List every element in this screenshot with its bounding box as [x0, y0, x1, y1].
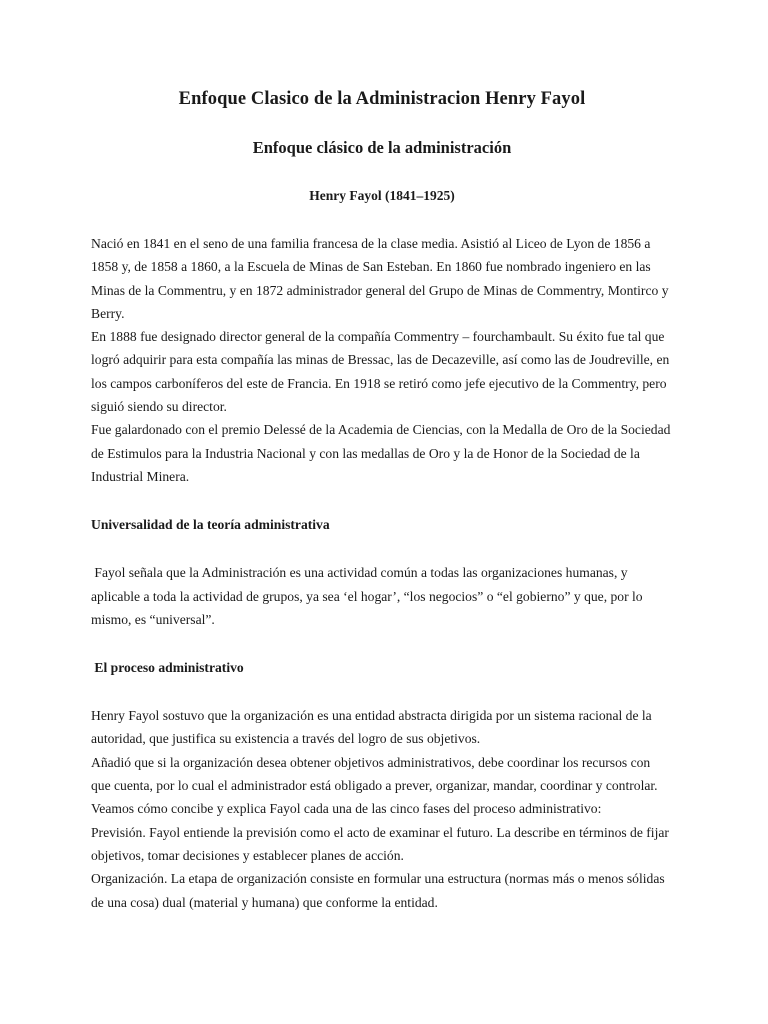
section-paragraph-proceso-2: Añadió que si la organización desea obtener objetivos administrativos, debe coordinar los recursos con que cuenta, por lo cual el administrador está obligado a prever, organizar, mandar, coordinar y controlar. Veamos cómo concibe y explica Fayol cada una de las cinco fases del proceso administrativo:: [91, 754, 658, 817]
intro-paragraph-1: Nació en 1841 en el seno de una familia francesa de la clase media. Asistió al Liceo de Lyon de 1856 a 1858 y, de 1858 a 1860, a la Escuela de Minas de San Esteban. En 1860 fue nombrado ingeniero en las Minas de la Commentru, y en 1872 administrador general del Grupo de Minas de Commentry, Montirco y Berry.: [91, 236, 669, 321]
section-paragraph-proceso-1: Henry Fayol sostuvo que la organización es una entidad abstracta dirigida por un sistema racional de la autoridad, que justifica su existencia a través del logro de sus objetivos.: [91, 708, 652, 747]
spacer: [91, 678, 673, 704]
section-paragraph-organizacion: Organización. La etapa de organización consiste en formular una estructura (normas más o menos sólidas de una cosa) dual (material y humana) que conforme la entidad.: [91, 871, 665, 910]
spacer: [91, 631, 673, 658]
document-subtitle: Enfoque clásico de la administración: [252, 138, 512, 157]
section-heading-proceso: El proceso administrativo: [91, 660, 244, 676]
intro-paragraph-3: Fue galardonado con el premio Delessé de la Academia de Ciencias, con la Medalla de Oro de la Sociedad de Estimulos para la Industria Nacional y con las medallas de Oro y la de Honor de la Sociedad de la Industrial Minera.: [91, 422, 671, 484]
intro-paragraph-2: En 1888 fue designado director general de la compañía Commentry – fourchambault. Su éxito fue tal que logró adquirir para esta compañía las minas de Bressac, las de Decazeville, así como las de Joudreville, en los campos carboníferos del este de Francia. En 1918 se retiró como jefe ejecutivo de la Commentry, pero siguió siendo su director.: [91, 329, 670, 415]
spacer: [91, 535, 673, 561]
section-paragraph-prevision: Previsión. Fayol entiende la previsión como el acto de examinar el futuro. La describe en términos de fijar objetivos, tomar decisiones y establecer planes de acción.: [91, 824, 669, 863]
document-content: [91, 86, 673, 914]
spacer: [91, 488, 673, 515]
section-heading-universalidad: Universalidad de la teoría administrativa: [91, 517, 330, 533]
author-heading: Henry Fayol (1841–1925): [309, 188, 455, 203]
document-title: Enfoque Clasico de la Administracion Henry Fayol: [178, 89, 586, 109]
section-paragraph-universalidad: Fayol señala que la Administración es una actividad común a todas las organizaciones humanas, y aplicable a toda la actividad de grupos, ya sea ‘el hogar’, “los negocios” o “el gobierno” y que, por lo mismo, es “universal”.: [91, 565, 647, 627]
